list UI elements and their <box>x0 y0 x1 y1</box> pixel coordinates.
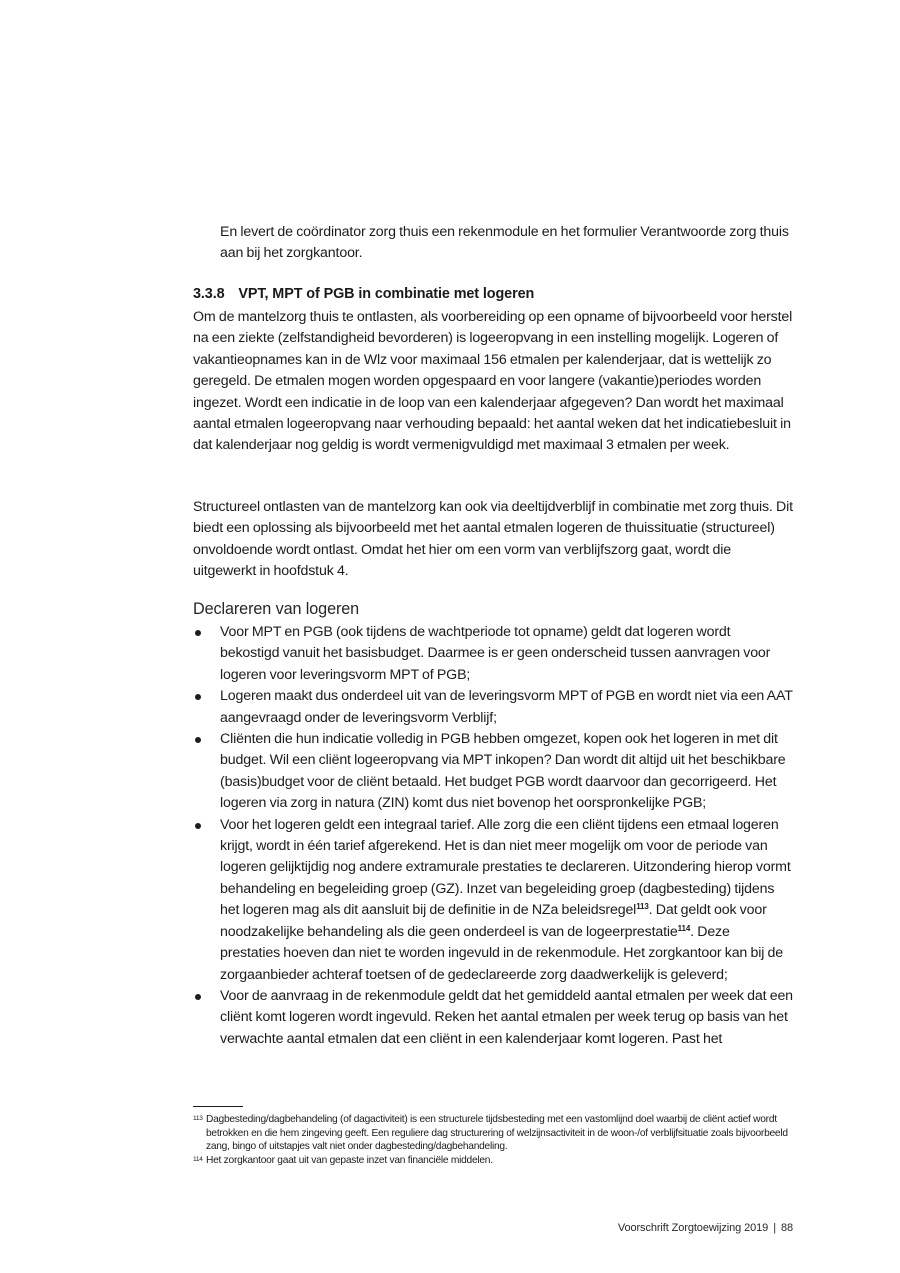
section-heading <box>193 286 534 302</box>
footnote-text: Het zorgkantoor gaat uit van gepaste inzet van financiële middelen. <box>206 1154 493 1166</box>
footer-document-title: Voorschrift Zorgtoewijzing 2019 <box>617 1222 769 1234</box>
footnote-separator <box>193 1106 243 1107</box>
footnote-reference-114[interactable]: 114 <box>677 923 691 933</box>
footnotes <box>193 1113 798 1167</box>
subsection-heading: Declareren van logeren <box>193 600 360 618</box>
bullet-icon <box>195 630 201 636</box>
footnote-number: 113 <box>193 1115 203 1122</box>
list-item <box>193 986 793 1050</box>
list-item-text-part: . Deze prestaties hoeven dan niet te worden ingevuld in de rekenmodule. Het zorgkantoor kan bij de zorgaanbieder achteraf toetsen of de gedeclareerde zorg daadwerkelijk is geleverd; <box>220 923 783 983</box>
bullet-icon <box>195 694 201 700</box>
list-item-text: Cliënten die hun indicatie volledig in PGB hebben omgezet, kopen ook het logeren in met dit budget. Wil een cliënt logeeropvang via MPT inkopen? Dan wordt dit altijd uit het beschikbare (basis)budget voor de cliënt betaald. Het budget PGB wordt daarvoor dan gecorrigeerd. Het logeren via zorg in natura (ZIN) komt dus niet bovenop het oorspronkelijke PGB; <box>220 731 786 812</box>
footnote-114 <box>193 1154 798 1168</box>
page-number: 88 <box>780 1222 793 1234</box>
list-item-text-part: Voor het logeren geldt een integraal tarief. Alle zorg die een cliënt tijdens een etmaal logeren krijgt, wordt in één tarief afgerekend. Het is dan niet meer mogelijk om voor de periode van logeren gelijktijdig nog andere extramurale prestaties te declareren. Uitzondering hierop vormt behandeling en begeleiding groep (GZ). Inzet van begeleiding groep (dagbesteding) tijdens het logeren mag als dit aansluit bij de definitie in de NZa beleidsregel <box>220 816 791 919</box>
section-paragraph-1: Om de mantelzorg thuis te ontlasten, als voorbereiding op een opname of bijvoorbeeld voor herstel na een ziekte (zelfstandigheid bevorderen) is logeeropvang in een instelling mogelijk. Logeren of vakantieopnames kan in de Wlz voor maximaal 156 etmalen per kalenderjaar, dat is wettelijk zo geregeld. De etmalen mogen worden opgespaard en voor langere (vakantie)periodes worden ingezet. Wordt een indicatie in de loop van een kalenderjaar afgegeven? Dan wordt het maximaal aantal etmalen logeeropvang naar verhouding bepaald: het aantal weken dat het indicatiebesluit in dat kalenderjaar nog geldig is wordt vermenigvuldigd met maximaal 3 etmalen per week. <box>193 309 793 454</box>
list-item-text-part: . Dat geldt ook voor noodzakelijke behandeling als die geen onderdeel is van de logeerprestatie <box>220 902 767 940</box>
list-item <box>193 815 793 986</box>
intro-continuation-paragraph: En levert de coördinator zorg thuis een rekenmodule en het formulier Verantwoorde zorg thuis aan bij het zorgkantoor. <box>220 224 789 262</box>
section-paragraph-2: Structureel ontlasten van de mantelzorg kan ook via deeltijdverblijf in combinatie met zorg thuis. Dit biedt een oplossing als bijvoorbeeld met het aantal etmalen logeren de thuissituatie (structureel) onvoldoende wordt ontlast. Omdat het hier om een vorm van verblijfszorg gaat, wordt die uitgewerkt in hoofdstuk 4. <box>193 499 793 580</box>
bullet-icon <box>195 737 201 743</box>
footnote-reference-113[interactable]: 113 <box>636 902 649 912</box>
list-item <box>193 686 793 729</box>
footnote-113 <box>193 1113 798 1154</box>
list-item-text: Logeren maakt dus onderdeel uit van de leveringsvorm MPT of PGB en wordt niet via een AAT aangevraagd onder de leveringsvorm Verblijf; <box>220 688 793 726</box>
footer-separator: | <box>773 1222 776 1234</box>
section-number: 3.3.8 <box>193 286 225 302</box>
list-item <box>193 729 793 815</box>
section-title: VPT, MPT of PGB in combinatie met logeren <box>238 286 535 302</box>
footnote-number: 114 <box>193 1155 203 1163</box>
bullet-icon <box>195 994 201 1000</box>
list-item-text: Voor MPT en PGB (ook tijdens de wachtperiode tot opname) geldt dat logeren wordt bekostigd vanuit het basisbudget. Daarmee is er geen onderscheid tussen aanvragen voor logeren voor leveringsvorm MPT of PGB; <box>220 624 771 683</box>
list-item <box>193 622 793 686</box>
page-footer <box>618 1222 793 1234</box>
footnote-text: Dagbesteding/dagbehandeling (of dagactiviteit) is een structurele tijdsbesteding met een vastomlijnd doel waarbij de cliënt actief wordt betrokken en die hem zingeving geeft. Een reguliere dag structurering of welzijnsactiviteit in de woon-/of verblijfsituatie zoals bijvoorbeeld zang, bingo of uitstapjes valt niet onder dagbesteding/dagbehandeling. <box>206 1114 788 1153</box>
bullet-icon <box>195 823 201 829</box>
declaration-bullet-list <box>193 622 793 1050</box>
list-item-text: Voor de aanvraag in de rekenmodule geldt dat het gemiddeld aantal etmalen per week dat een cliënt komt logeren wordt ingevuld. Reken het aantal etmalen per week terug op basis van het verwachte aantal etmalen dat een cliënt in een kalenderjaar komt logeren. Past het <box>220 987 793 1047</box>
